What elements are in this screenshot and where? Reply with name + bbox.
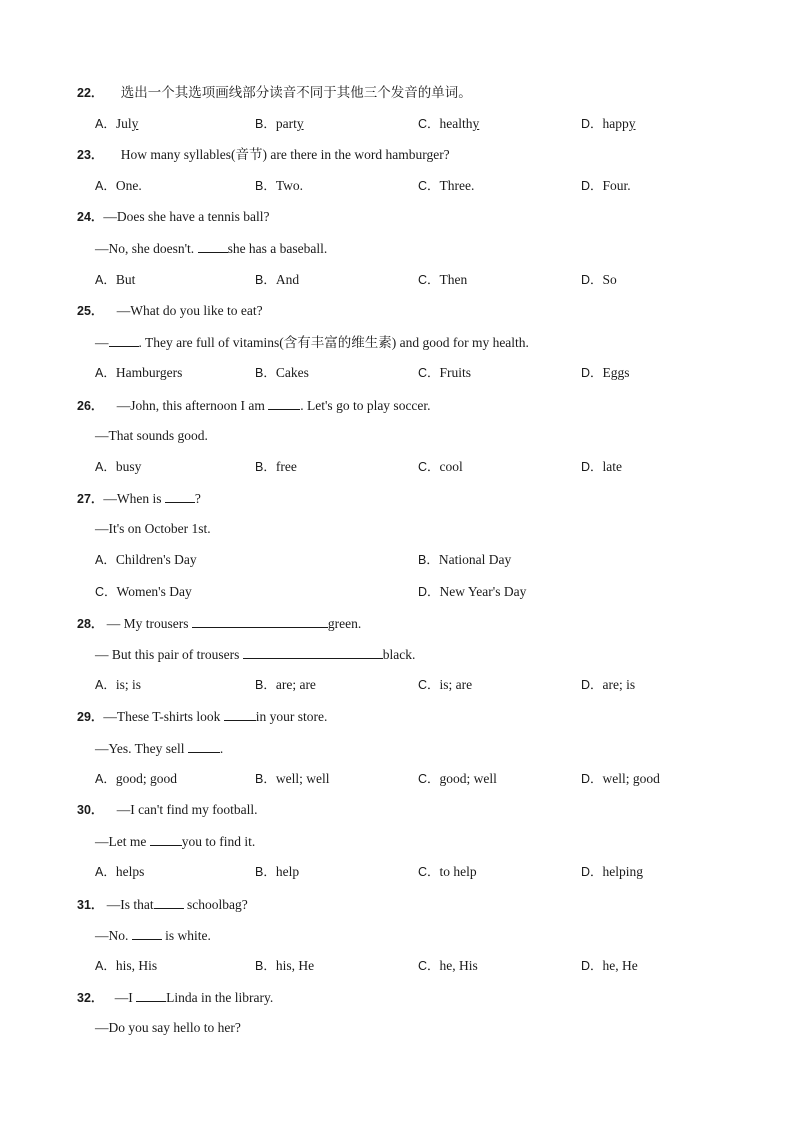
option-d: D．So (581, 272, 617, 287)
question-number: 22． (77, 86, 104, 100)
option-c: C．cool (418, 459, 463, 474)
question-text: How many syllables(音节) are there in the word hamburger? (120, 147, 450, 162)
option-d: D．he, He (581, 958, 638, 973)
answer-blank (165, 489, 195, 503)
option-c: C．Women's Day (95, 584, 192, 599)
option-b: B．party (255, 116, 304, 131)
answer-blank (198, 239, 228, 253)
answer-blank (109, 333, 139, 347)
question-32-stem: 32． —I Linda in the library. (77, 990, 274, 1005)
option-c: C．is; are (418, 677, 473, 692)
answer-blank (136, 988, 166, 1002)
question-number: 24． (77, 210, 104, 224)
question-text: —What do you like to eat? (116, 303, 263, 318)
question-number: 28． (77, 617, 104, 631)
option-d: D．late (581, 459, 623, 474)
question-31-stem: 31． —Is that schoolbag? (77, 897, 248, 912)
option-d: D．Eggs (581, 365, 630, 380)
question-28-line2: — But this pair of trousers black. (95, 647, 416, 662)
question-27-stem: 27．—When is ? (77, 491, 201, 506)
question-22-stem (77, 84, 472, 102)
question-number: 31． (77, 898, 104, 912)
option-a: A．his, His (95, 958, 158, 973)
option-b: B．National Day (418, 552, 512, 567)
question-number: 32． (77, 991, 104, 1005)
question-26-stem: 26． —John, this afternoon I am . Let's go to play soccer. (77, 398, 431, 413)
option-c: C．he, His (418, 958, 478, 973)
option-c: C．healthy (418, 116, 480, 131)
question-number: 27． (77, 492, 104, 506)
option-b: B．Cakes (255, 365, 309, 380)
option-b: B．Two. (255, 178, 304, 193)
question-text: —Does she have a tennis ball? (103, 209, 270, 224)
option-c: C．good; well (418, 771, 497, 786)
question-26-line2: —That sounds good. (95, 428, 208, 443)
question-23-stem (77, 146, 450, 164)
answer-blank (188, 739, 220, 753)
option-a: A．good; good (95, 771, 177, 786)
option-a: A．helps (95, 864, 145, 879)
question-25-stem (77, 302, 263, 320)
option-d: D．helping (581, 864, 644, 879)
option-c: C．Then (418, 272, 468, 287)
question-text: 选出一个其选项画线部分读音不同于其他三个发音的单词。 (120, 85, 472, 100)
underlined-letter: y (296, 116, 304, 131)
underlined-letter: y (628, 116, 636, 131)
option-c: C．Three. (418, 178, 475, 193)
option-a: A．busy (95, 459, 142, 474)
option-d: D．New Year's Day (418, 584, 527, 599)
option-b: B．free (255, 459, 297, 474)
option-d: D．well; good (581, 771, 660, 786)
option-a: A．is; is (95, 677, 141, 692)
answer-blank (192, 614, 328, 628)
option-a: A．Hamburgers (95, 365, 183, 380)
option-b: B．his, He (255, 958, 315, 973)
question-32-line2: —Do you say hello to her? (95, 1020, 241, 1035)
question-31-line2: —No. is white. (95, 928, 211, 943)
option-b: B．help (255, 864, 300, 879)
option-d: D．Four. (581, 178, 631, 193)
question-number: 23． (77, 148, 104, 162)
answer-blank (132, 926, 162, 940)
option-a: A．July (95, 116, 139, 131)
question-number: 29． (77, 710, 104, 724)
option-d: D．are; is (581, 677, 636, 692)
question-27-line2: —It's on October 1st. (95, 521, 211, 536)
answer-blank (224, 707, 256, 721)
question-28-stem: 28． — My trousers green. (77, 616, 362, 631)
question-number: 25． (77, 304, 104, 318)
option-b: B．And (255, 272, 300, 287)
answer-blank (150, 832, 182, 846)
option-a: A．One. (95, 178, 142, 193)
option-c: C．to help (418, 864, 477, 879)
question-25-line2: — . They are full of vitamins(含有丰富的维生素) and good for my health. (95, 335, 529, 350)
question-30-stem (77, 801, 258, 819)
underlined-letter: y (131, 116, 139, 131)
answer-blank (243, 645, 383, 659)
question-number: 26． (77, 399, 104, 413)
option-a: A．Children's Day (95, 552, 197, 567)
option-b: B．well; well (255, 771, 330, 786)
question-text: —I can't find my football. (116, 802, 258, 817)
question-29-stem: 29．—These T-shirts look in your store. (77, 709, 328, 724)
answer-blank (268, 396, 300, 410)
question-number: 30． (77, 803, 104, 817)
question-30-line2: —Let me you to find it. (95, 834, 256, 849)
question-24-stem (77, 208, 269, 226)
option-d: D．happy (581, 116, 636, 131)
question-24-line2: —No, she doesn't. she has a baseball. (95, 241, 328, 256)
answer-blank (154, 895, 184, 909)
option-a: A．But (95, 272, 136, 287)
underlined-letter: y (472, 116, 480, 131)
option-c: C．Fruits (418, 365, 472, 380)
option-b: B．are; are (255, 677, 316, 692)
question-29-line2: —Yes. They sell . (95, 741, 224, 756)
